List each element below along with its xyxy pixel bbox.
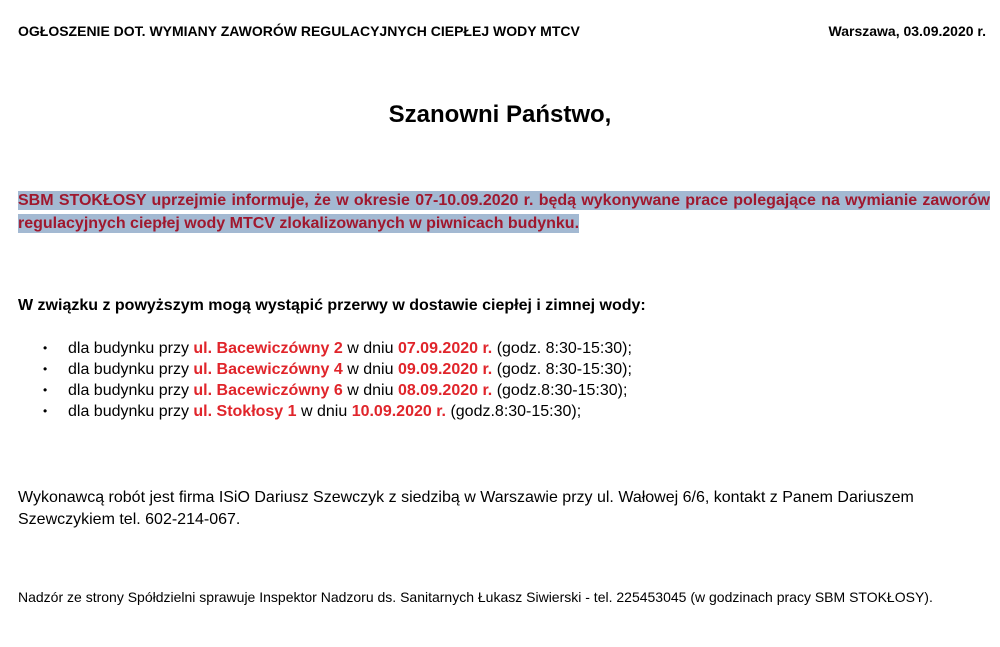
item-mid: w dniu [342,382,398,399]
document-header [18,22,986,40]
interruption-notice: W związku z powyższym mogą wystąpić przerwy w dostawie ciepłej i zimnej wody: [18,297,646,314]
outage-schedule-list [18,338,632,422]
list-item [18,401,632,422]
outage-date: 08.09.2020 r. [397,382,493,399]
outage-date: 07.09.2020 r. [397,340,493,357]
intro-highlighted-text: SBM STOKŁOSY uprzejmie informuje, że w okresie 07-10.09.2020 r. będą wykonywane prace polegające na wymianie zaworów regulacyjnych ciepłej wody MTCV zlokalizowanych w piwnicach budynku. [18,192,990,232]
intro-paragraph [18,189,990,235]
building-address: ul. Stokłosy 1 [193,403,297,420]
outage-hours: (godz. 8:30-15:30); [492,361,632,378]
bullet-icon: • [43,383,48,397]
outage-hours: (godz. 8:30-15:30); [492,340,632,357]
building-address: ul. Bacewiczówny 4 [193,361,343,378]
item-prefix: dla budynku przy [68,382,194,399]
document-title: OGŁOSZENIE DOT. WYMIANY ZAWORÓW REGULACYJNYCH CIEPŁEJ WODY MTCV [18,23,580,39]
contractor-info: Wykonawcą robót jest firma ISiO Dariusz Szewczyk z siedzibą w Warszawie przy ul. Wałowej 6/6, kontakt z Panem Dariuszem Szewczykiem tel. 602-214-067. [18,489,914,528]
bullet-icon: • [43,404,48,418]
item-prefix: dla budynku przy [68,340,194,357]
outage-date: 10.09.2020 r. [351,403,446,420]
list-item [18,359,632,380]
place-and-date: Warszawa, 03.09.2020 r. [828,23,986,39]
item-mid: w dniu [342,340,398,357]
bullet-icon: • [43,362,48,376]
item-mid: w dniu [296,403,352,420]
item-mid: w dniu [342,361,398,378]
item-prefix: dla budynku przy [68,361,194,378]
supervision-info: Nadzór ze strony Spółdzielni sprawuje Inspektor Nadzoru ds. Sanitarnych Łukasz Siwierski - tel. 225453045 (w godzinach pracy SBM STOKŁOSY). [18,589,933,605]
list-item [18,338,632,359]
list-item [18,380,632,401]
greeting: Szanowni Państwo, [388,101,612,128]
outage-date: 09.09.2020 r. [397,361,493,378]
item-prefix: dla budynku przy [68,403,194,420]
outage-hours: (godz.8:30-15:30); [446,403,582,420]
bullet-icon: • [43,341,48,355]
building-address: ul. Bacewiczówny 6 [193,382,343,399]
building-address: ul. Bacewiczówny 2 [193,340,343,357]
outage-hours: (godz.8:30-15:30); [492,382,628,399]
